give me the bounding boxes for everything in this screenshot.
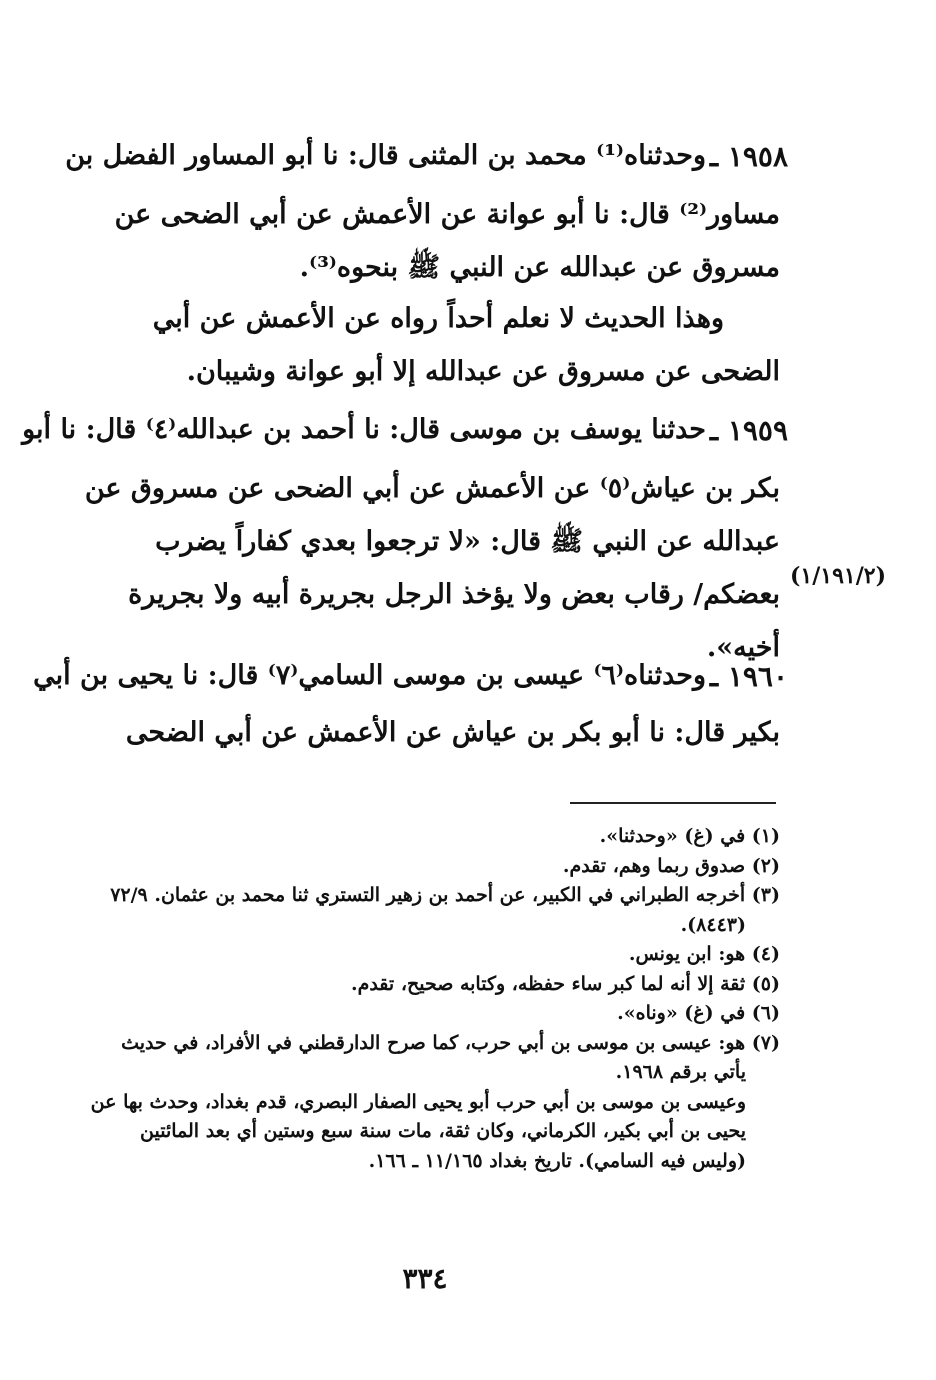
- hadith-1959-line-2: بكر بن عياش⁽٥⁾ عن الأعمش عن أبي الضحى عن مسروق عن: [84, 473, 780, 504]
- footnote-7-continued: يأتي برقم ١٩٦٨.: [615, 1061, 746, 1083]
- hadith-1959-line-1: حدثنا يوسف بن موسى قال: نا أحمد بن عبدالله⁽٤⁾ قال: نا أبو: [22, 414, 706, 445]
- footnote-5: (٥) ثقة إلا أنه لما كبر ساء حفظه، وكتابه صحيح، تقدم.: [350, 972, 780, 995]
- hadith-1960-body: [80, 706, 780, 759]
- footnote-4: (٤) هو: ابن يونس.: [628, 943, 780, 965]
- hadith-1959-line-4: بعضكم/ رقاب بعض ولا يؤخذ الرجل بجريرة أبيه ولا بجريرة: [128, 579, 780, 610]
- hadith-1958-line-1: وحدثناه⁽¹⁾ محمد بن المثنى قال: نا أبو المساور الفضل بن: [65, 140, 706, 171]
- commentary-line-1: وهذا الحديث لا نعلم أحداً رواه عن الأعمش عن أبي: [152, 303, 724, 334]
- commentary-line-2: الضحى عن مسروق عن عبدالله إلا أبو عوانة وشيبان.: [186, 356, 780, 387]
- hadith-number-1960: ١٩٦٠ ـ: [709, 660, 788, 693]
- hadith-1958-commentary: [80, 292, 780, 398]
- hadith-number-1959: ١٩٥٩ ـ: [709, 414, 788, 447]
- hadith-1959-line-3: عبدالله عن النبي ﷺ قال: «لا ترجعوا بعدي كفاراً يضرب: [155, 526, 780, 557]
- footnote-7-bio-3: (وليس فيه السامي). تاريخ بغداد ١١/١٦٥ ـ ١٦٦.: [368, 1149, 746, 1172]
- hadith-1960-line-1: وحدثناه⁽٦⁾ عيسى بن موسى السامي⁽٧⁾ قال: نا يحيى بن أبي: [33, 660, 706, 691]
- page-number: ٣٣٤: [402, 1262, 448, 1295]
- footnotes: [80, 822, 780, 1176]
- hadith-1958-line-2: مساور⁽²⁾ قال: نا أبو عوانة عن الأعمش عن أبي الضحى عن: [114, 199, 780, 230]
- footnote-3: (٣) أخرجه الطبراني في الكبير، عن أحمد بن زهير التستري ثنا محمد بن عثمان. ٧٢/٩: [110, 884, 780, 906]
- footnote-6: (٦) في (غ) «وناه».: [617, 1002, 780, 1024]
- hadith-1959-line-5: أخيه».: [706, 632, 780, 663]
- footnote-3-continued: (٨٤٤٣).: [680, 913, 746, 936]
- footnote-7-bio-1: وعيسى بن موسى بن أبي حرب أبو يحيى الصفار البصري، قدم بغداد، وحدث بها عن: [90, 1090, 746, 1113]
- hadith-number-1958: ١٩٥٨ ـ: [709, 140, 788, 173]
- manuscript-folio-reference: (١/١٩١/٢): [790, 563, 886, 589]
- footnote-7: (٧) هو: عيسى بن موسى بن أبي حرب، كما صرح الدارقطني في الأفراد، في حديث: [121, 1031, 780, 1054]
- footnote-2: (٢) صدوق ربما وهم، تقدم.: [562, 854, 780, 877]
- hadith-1958-body: [80, 188, 780, 294]
- hadith-1958-line-3: مسروق عن عبدالله عن النبي ﷺ بنحوه⁽³⁾.: [299, 252, 780, 283]
- footnote-7-bio-2: يحيى بن أبي بكير، الكرماني، وكان ثقة، مات سنة سبع وستين أي بعد المائتين: [140, 1120, 746, 1142]
- footnote-1: (١) في (غ) «وحدثنا».: [599, 825, 780, 847]
- footnote-separator: [570, 802, 776, 804]
- hadith-1959-body: [80, 462, 780, 674]
- hadith-1960-line-2: بكير قال: نا أبو بكر بن عياش عن الأعمش عن أبي الضحى: [125, 717, 780, 748]
